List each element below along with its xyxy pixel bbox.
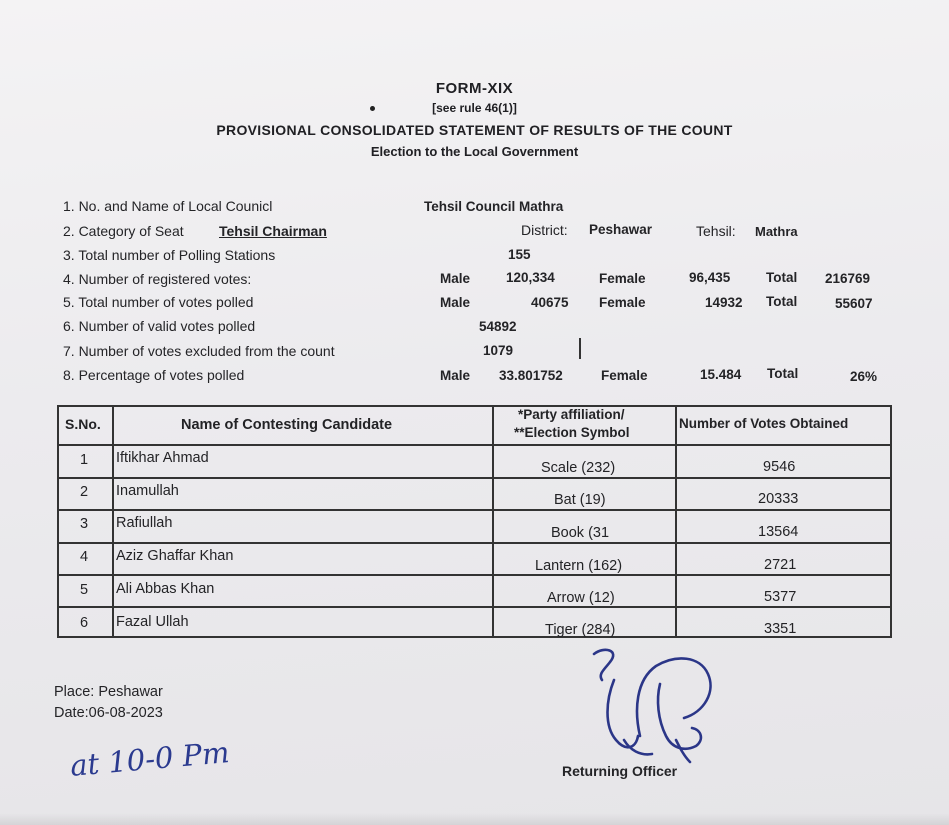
item8-label: 8. Percentage of votes polled <box>63 367 245 383</box>
item5-female-value: 14932 <box>705 295 743 310</box>
item4-female-label: Female <box>599 271 646 286</box>
col-divider <box>112 405 114 638</box>
header-votes: Number of Votes Obtained <box>679 416 849 431</box>
row-divider <box>57 477 892 479</box>
tehsil-value: Mathra <box>755 224 798 239</box>
item2-value: Tehsil Chairman <box>219 223 327 239</box>
tehsil-label: Tehsil: <box>696 223 736 239</box>
item7-label: 7. Number of votes excluded from the count <box>63 343 335 359</box>
item1-label: 1. No. and Name of Local Counicl <box>63 198 273 214</box>
row1-name: Iftikhar Ahmad <box>116 450 209 466</box>
row5-votes: 5377 <box>764 589 797 605</box>
item5-label: 5. Total number of votes polled <box>63 294 254 310</box>
row5-sno: 5 <box>80 582 89 598</box>
header-symbol: **Election Symbol <box>514 425 630 440</box>
item5-male-label: Male <box>440 295 471 310</box>
col-divider <box>675 405 677 638</box>
col-divider <box>492 405 494 638</box>
item4-label: 4. Number of registered votes: <box>63 271 252 287</box>
item2-label: 2. Category of Seat <box>63 223 184 239</box>
row2-sno: 2 <box>80 484 89 500</box>
row4-name: Aziz Ghaffar Khan <box>116 548 234 564</box>
form-number: FORM-XIX <box>435 80 514 97</box>
row1-symbol: Scale (232) <box>541 460 616 476</box>
table-border-left <box>57 405 59 638</box>
handwritten-time: at 10-0 Pm <box>68 735 231 783</box>
item7-value: 1079 <box>483 343 514 358</box>
item4-female-value: 96,435 <box>689 270 731 285</box>
header-candidate: Name of Contesting Candidate <box>181 417 393 433</box>
page-shadow <box>0 813 949 825</box>
row2-votes: 20333 <box>758 491 799 507</box>
row-divider <box>57 606 892 608</box>
row1-sno: 1 <box>80 452 89 468</box>
header-sno: S.No. <box>65 416 101 432</box>
row-divider <box>57 542 892 544</box>
row3-sno: 3 <box>80 516 89 532</box>
item4-total-value: 216769 <box>825 271 871 286</box>
item4-male-label: Male <box>440 271 471 286</box>
stray-mark <box>579 338 581 359</box>
form-subheading: Election to the Local Government <box>370 144 579 159</box>
item8-female-label: Female <box>601 368 648 383</box>
item8-female-value: 15.484 <box>700 367 742 382</box>
row-divider <box>57 574 892 576</box>
row6-votes: 3351 <box>764 621 797 637</box>
row3-name: Rafiullah <box>116 515 173 531</box>
row6-symbol: Tiger (284) <box>545 622 616 638</box>
results-table <box>57 405 892 638</box>
row-divider <box>57 509 892 511</box>
item5-male-value: 40675 <box>531 295 569 310</box>
item8-male-label: Male <box>440 368 471 383</box>
item8-total-label: Total <box>767 366 799 381</box>
item6-label: 6. Number of valid votes polled <box>63 318 256 334</box>
row3-votes: 13564 <box>758 524 799 540</box>
row4-sno: 4 <box>80 549 89 565</box>
table-border-top <box>57 405 892 407</box>
item3-label: 3. Total number of Polling Stations <box>63 247 276 263</box>
item5-female-label: Female <box>599 295 646 310</box>
row6-sno: 6 <box>80 615 89 631</box>
district-value: Peshawar <box>589 222 653 237</box>
row2-symbol: Bat (19) <box>554 492 606 508</box>
signature-icon <box>580 640 740 780</box>
district-label: District: <box>521 222 568 238</box>
item4-total-label: Total <box>766 270 798 285</box>
item1-value: Tehsil Council Mathra <box>424 199 564 214</box>
row4-votes: 2721 <box>764 557 797 573</box>
header-party: *Party affiliation/ <box>518 407 625 422</box>
item6-value: 54892 <box>479 319 517 334</box>
row3-symbol: Book (31 <box>551 525 610 541</box>
row1-votes: 9546 <box>763 459 796 475</box>
form-heading: PROVISIONAL CONSOLIDATED STATEMENT OF RESULTS OF THE COUNT <box>216 122 733 138</box>
item4-male-value: 120,334 <box>506 270 555 285</box>
place-text: Place: Peshawar <box>54 684 163 700</box>
item8-male-value: 33.801752 <box>499 368 563 383</box>
item5-total-label: Total <box>766 294 798 309</box>
row5-symbol: Arrow (12) <box>547 590 615 606</box>
row2-name: Inamullah <box>116 483 179 499</box>
item3-value: 155 <box>508 247 531 262</box>
item8-total-value: 26% <box>850 369 878 384</box>
item5-total-value: 55607 <box>835 296 873 311</box>
row6-name: Fazal Ullah <box>116 614 189 630</box>
returning-officer-label: Returning Officer <box>562 763 678 779</box>
row4-symbol: Lantern (162) <box>535 558 623 574</box>
date-text: Date:06-08-2023 <box>54 705 163 721</box>
form-rule: [see rule 46(1)] <box>432 101 517 115</box>
table-header-divider <box>57 444 892 446</box>
row5-name: Ali Abbas Khan <box>116 581 215 597</box>
table-border-right <box>890 405 892 638</box>
